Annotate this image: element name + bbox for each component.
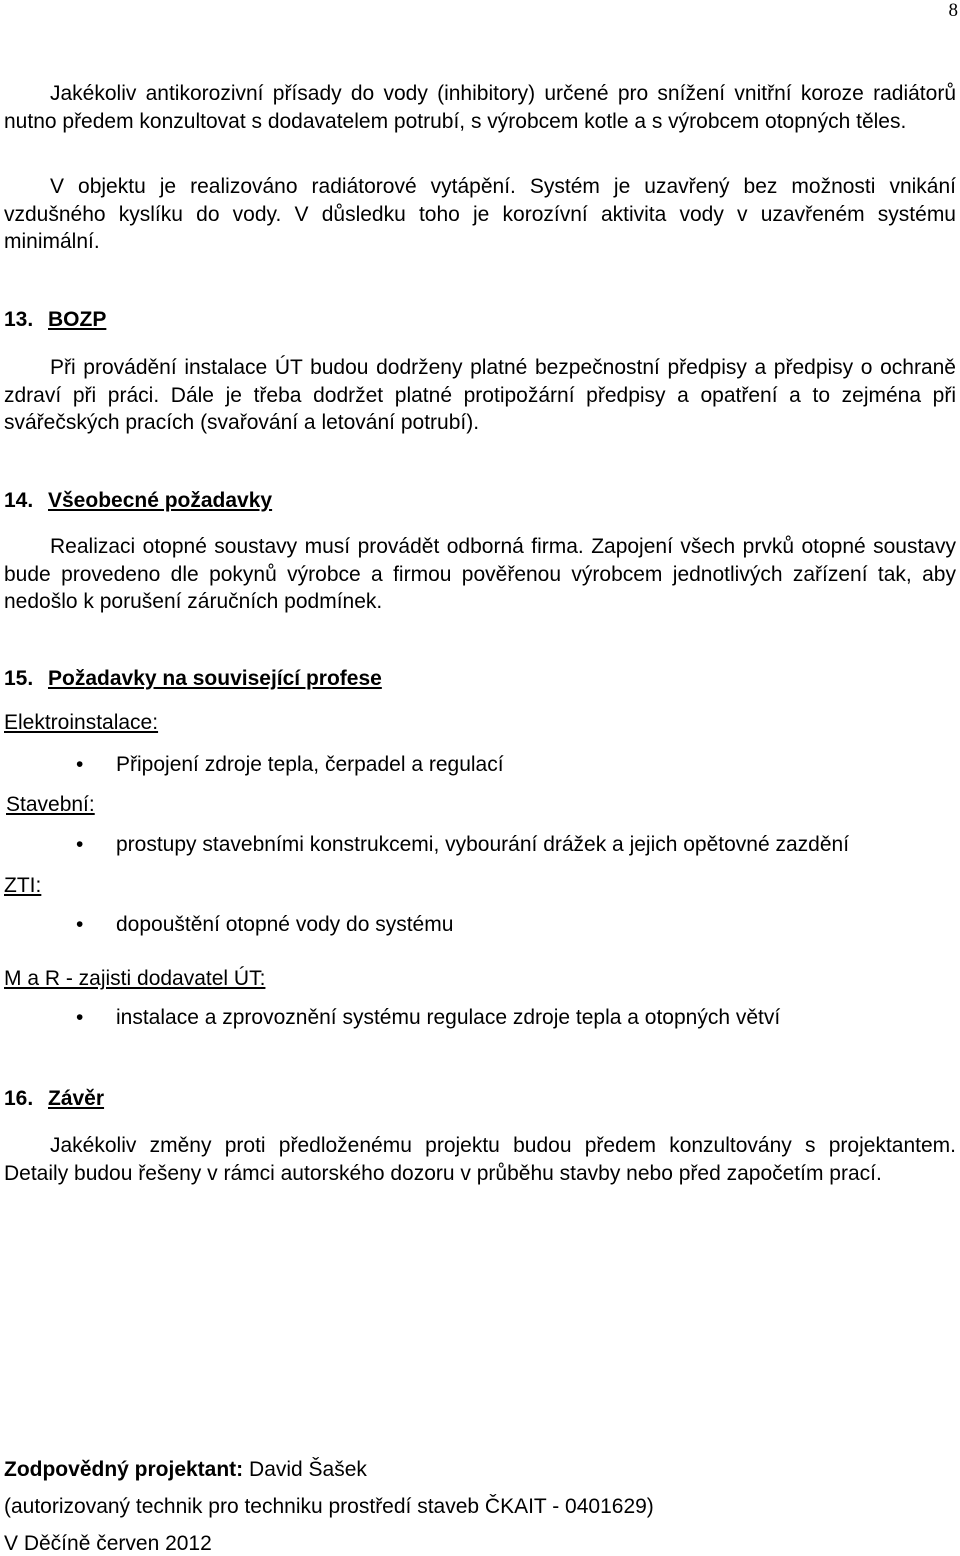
- bullet-icon: •: [76, 1006, 84, 1029]
- section-15-title: Požadavky na související profese: [48, 667, 382, 690]
- page-number: 8: [948, 0, 958, 21]
- footer-place-date: V Děčíně červen 2012: [4, 1532, 212, 1555]
- section-13-title: BOZP: [48, 308, 107, 331]
- list-item-text: instalace a zprovoznění systému regulace zdroje tepla a otopných větví: [116, 1006, 781, 1029]
- bullet-icon: •: [76, 913, 84, 936]
- bullet-icon: •: [76, 833, 84, 856]
- label-mar: M a R - zajisti dodavatel ÚT:: [4, 967, 266, 990]
- list-item-text: Připojení zdroje tepla, čerpadel a regulací: [116, 753, 504, 776]
- list-item-text: dopouštění otopné vody do systému: [116, 913, 454, 936]
- designer-name: David Šašek: [249, 1458, 367, 1481]
- section-16-heading: [4, 1087, 104, 1111]
- intro-paragraph-1: Jakékoliv antikorozivní přísady do vody (inhibitory) určené pro snížení vnitřní koroze radiátorů nutno předem konzultovat s dodavatelem potrubí, s výrobcem kotle a s výrobcem otopných těles.: [4, 82, 956, 133]
- intro-paragraph-2: V objektu je realizováno radiátorové vytápění. Systém je uzavřený bez možnosti vnikání vzdušného kyslíku do vody. V důsledku toho je korozívní aktivita vody v uzavřeném systému minimální.: [4, 175, 956, 253]
- section-16-number: 16.: [4, 1087, 34, 1110]
- section-16-text: Jakékoliv změny proti předloženému projektu budou předem konzultovány s projektantem. Detaily budou řešeny v rámci autorského dozoru v průběhu stavby nebo před započetím prací.: [4, 1134, 956, 1185]
- bullet-icon: •: [76, 753, 84, 776]
- footer-credentials: (autorizovaný technik pro techniku prostředí staveb ČKAIT - 0401629): [4, 1495, 654, 1518]
- section-13-text: Při provádění instalace ÚT budou dodrženy platné bezpečnostní předpisy a předpisy o ochraně zdraví při práci. Dále je třeba dodržet platné protipožární předpisy a opatření a to zejména při svářečských pracích (svařování a letování potrubí).: [4, 356, 956, 434]
- label-zti: ZTI:: [4, 874, 42, 897]
- section-14-heading: [4, 489, 272, 513]
- section-13-heading: [4, 308, 106, 332]
- section-14-number: 14.: [4, 489, 34, 512]
- list-item-text: prostupy stavebními konstrukcemi, vybourání drážek a jejich opětovné zazdění: [116, 833, 850, 856]
- section-16-title: Závěr: [48, 1087, 105, 1110]
- label-elektroinstalace: Elektroinstalace:: [4, 711, 159, 734]
- section-13-number: 13.: [4, 308, 34, 331]
- section-14-text: Realizaci otopné soustavy musí provádět odborná firma. Zapojení všech prvků otopné soustavy bude provedeno dle pokynů výrobce a firmou pověřenou výrobcem jednotlivých zařízení tak, aby nedošlo k porušení záručních podmínek.: [4, 535, 956, 613]
- designer-label: Zodpovědný projektant:: [4, 1458, 244, 1481]
- section-15-number: 15.: [4, 667, 34, 690]
- section-14-title: Všeobecné požadavky: [48, 489, 273, 512]
- footer-designer: [4, 1458, 367, 1482]
- label-stavebni: Stavební:: [6, 793, 95, 816]
- section-15-heading: [4, 667, 382, 691]
